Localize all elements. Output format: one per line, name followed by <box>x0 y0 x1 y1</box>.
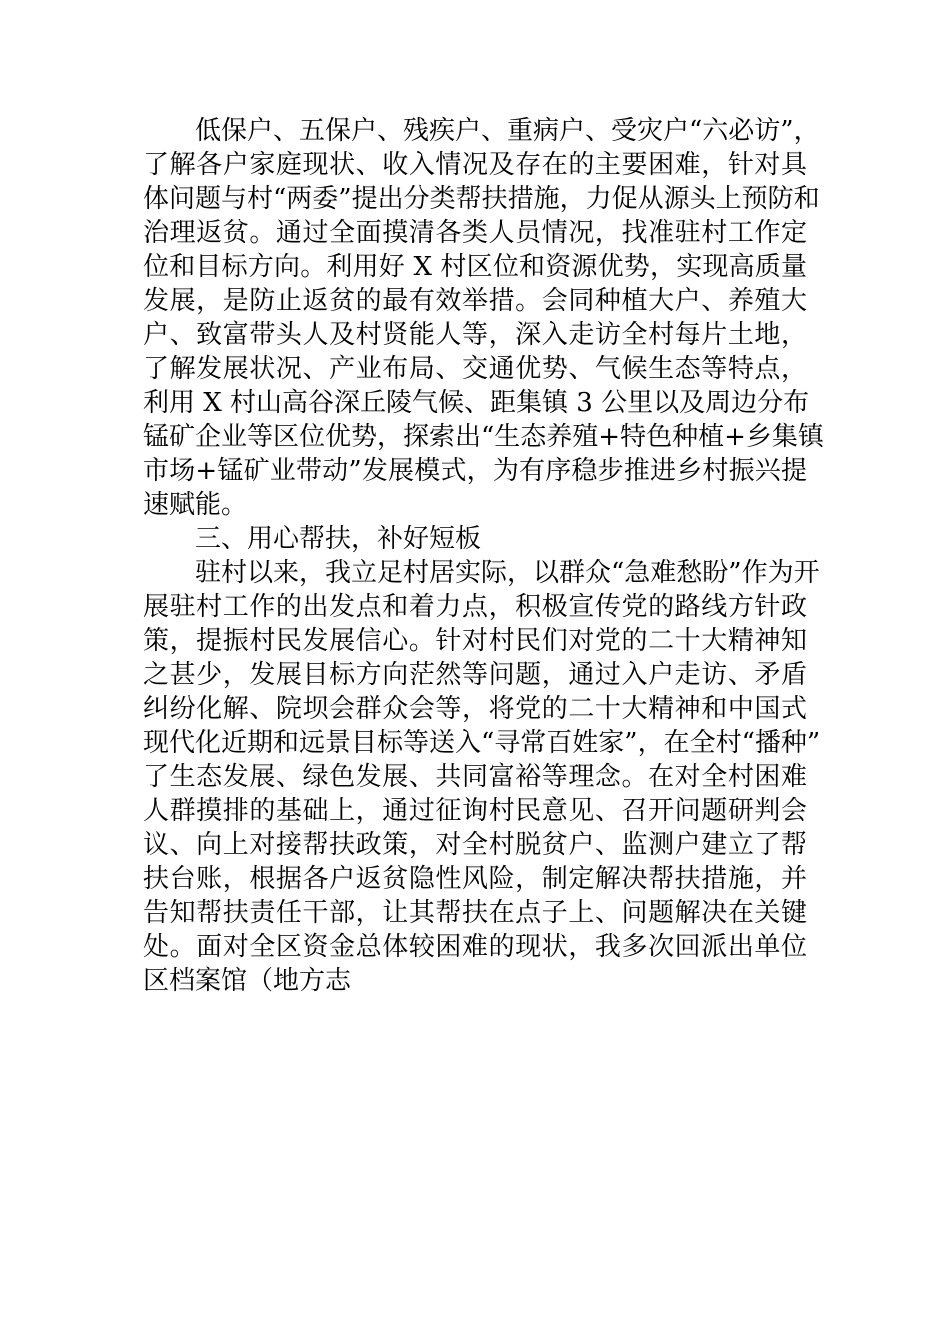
paragraph-line: 处。面对全区资金总体较困难的现状，我多次回派出单位 <box>143 932 807 962</box>
paragraph-line: 驻村以来，我立足村居实际，以群众“急难愁盼”作为开 <box>195 558 820 588</box>
paragraph-line: 展驻村工作的出发点和着力点，积极宣传党的路线方针政 <box>143 592 807 622</box>
paragraph-line: 户、致富带头人及村贤能人等，深入走访全村每片土地， <box>143 320 807 350</box>
paragraph-line: 纠纷化解、院坝会群众会等，将党的二十大精神和中国式 <box>143 694 807 724</box>
paragraph-line: 了生态发展、绿色发展、共同富裕等理念。在对全村困难 <box>143 762 807 792</box>
paragraph-line: 策，提振村民发展信心。针对村民们对党的二十大精神知 <box>143 626 807 656</box>
paragraph-line: 了解各户家庭现状、收入情况及存在的主要困难，针对具 <box>143 150 807 180</box>
paragraph-line: 了解发展状况、产业布局、交通优势、气候生态等特点， <box>143 354 807 384</box>
paragraph-line: 体问题与村“两委”提出分类帮扶措施，力促从源头上预防和 <box>143 184 820 214</box>
paragraph-line: 人群摸排的基础上，通过征询村民意见、召开问题研判会 <box>143 796 807 826</box>
paragraph-line: 位和目标方向。利用好 X 村区位和资源优势，实现高质量 <box>143 252 807 282</box>
paragraph-line: 锰矿企业等区位优势，探索出“生态养殖+特色种植+乡集镇 <box>143 422 824 452</box>
paragraph-line: 发展，是防止返贫的最有效举措。会同种植大户、养殖大 <box>143 286 807 316</box>
paragraph-line: 区档案馆（地方志 <box>143 966 352 996</box>
paragraph-line: 利用 X 村山高谷深丘陵气候、距集镇 3 公里以及周边分布 <box>143 388 810 418</box>
paragraph-line: 市场+锰矿业带动”发展模式，为有序稳步推进乡村振兴提 <box>143 456 807 486</box>
paragraph-line: 之甚少，发展目标方向茫然等问题，通过入户走访、矛盾 <box>143 660 807 690</box>
paragraph-line: 告知帮扶责任干部，让其帮扶在点子上、问题解决在关键 <box>143 898 807 928</box>
paragraph-line: 现代化近期和远景目标等送入“寻常百姓家”，在全村“播种” <box>143 728 821 758</box>
section-heading: 三、用心帮扶，补好短板 <box>195 524 482 554</box>
paragraph-line: 速赋能。 <box>143 490 248 520</box>
paragraph-line: 治理返贫。通过全面摸清各类人员情况，找准驻村工作定 <box>143 218 807 248</box>
paragraph-line: 扶台账，根据各户返贫隐性风险，制定解决帮扶措施，并 <box>143 864 807 894</box>
body-text <box>143 114 824 998</box>
paragraph-line: 议、向上对接帮扶政策，对全村脱贫户、监测户建立了帮 <box>143 830 807 860</box>
paragraph-line: 低保户、五保户、残疾户、重病户、受灾户“六必访”， <box>195 116 820 146</box>
